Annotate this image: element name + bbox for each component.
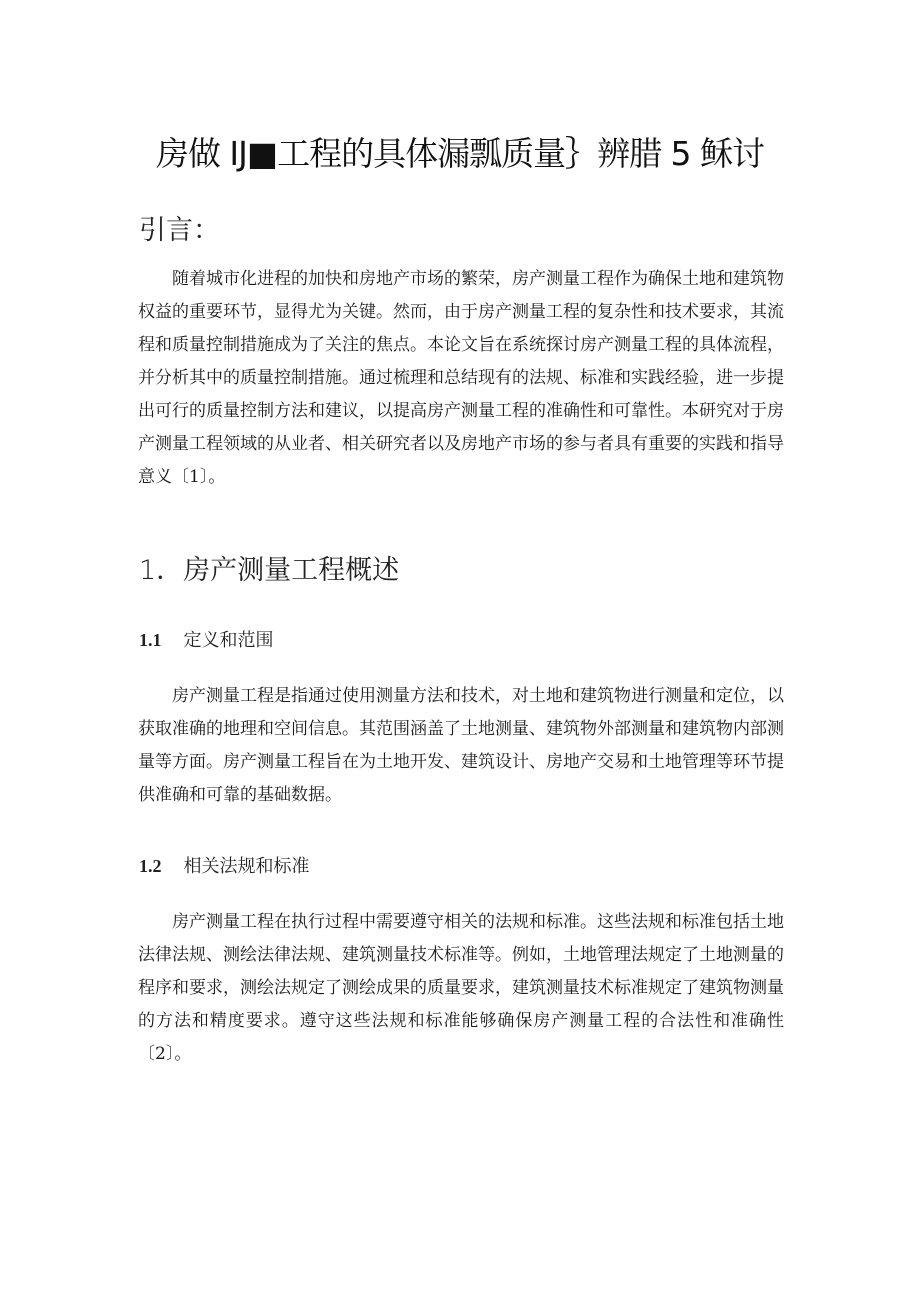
intro-heading: 引言： [139, 215, 220, 246]
subsection-title: 相关法规和标准 [183, 856, 310, 877]
document-title: 房做 IJ■工程的具体漏瓢质量｝辨腊 5 稣讨 [155, 134, 765, 173]
subsection-1-2-heading [139, 852, 310, 878]
subsection-title: 定义和范围 [183, 630, 274, 651]
subsection-number: 1.1 [139, 630, 162, 650]
intro-paragraph: 随着城市化进程的加快和房地产市场的繁荣，房产测量工程作为确保土地和建筑物权益的重要环节，显得尤为关键。然而，由于房产测量工程的复杂性和技术要求，其流程和质量控制措施成为了关注的焦点。本论文旨在系统探讨房产测量工程的具体流程，并分析其中的质量控制措施。通过梳理和总结现有的法规、标准和实践经验，进一步提出可行的质量控制方法和建议，以提高房产测量工程的准确性和可靠性。本研究对于房产测量工程领域的从业者、相关研究者以及房地产市场的参与者具有重要的实践和指导意义〔1〕。 [138, 269, 784, 487]
subsection-1-1-heading [139, 626, 274, 652]
subsection-1-2-paragraph: 房产测量工程在执行过程中需要遵守相关的法规和标准。这些法规和标准包括土地法律法规、测绘法律法规、建筑测量技术标准等。例如，土地管理法规定了土地测量的程序和要求，测绘法规定了测绘成果的质量要求，建筑测量技术标准规定了建筑物测量的方法和精度要求。遵守这些法规和标准能够确保房产测量工程的合法性和准确性〔2〕。 [138, 912, 784, 1064]
subsection-1-1-paragraph: 房产测量工程是指通过使用测量方法和技术，对土地和建筑物进行测量和定位，以获取准确的地理和空间信息。其范围涵盖了土地测量、建筑物外部测量和建筑物内部测量等方面。房产测量工程旨在为土地开发、建筑设计、房地产交易和土地管理等环节提供准确和可靠的基础数据。 [138, 686, 784, 805]
subsection-number: 1.2 [139, 856, 162, 876]
section-1-heading: 1．房产测量工程概述 [139, 555, 400, 586]
